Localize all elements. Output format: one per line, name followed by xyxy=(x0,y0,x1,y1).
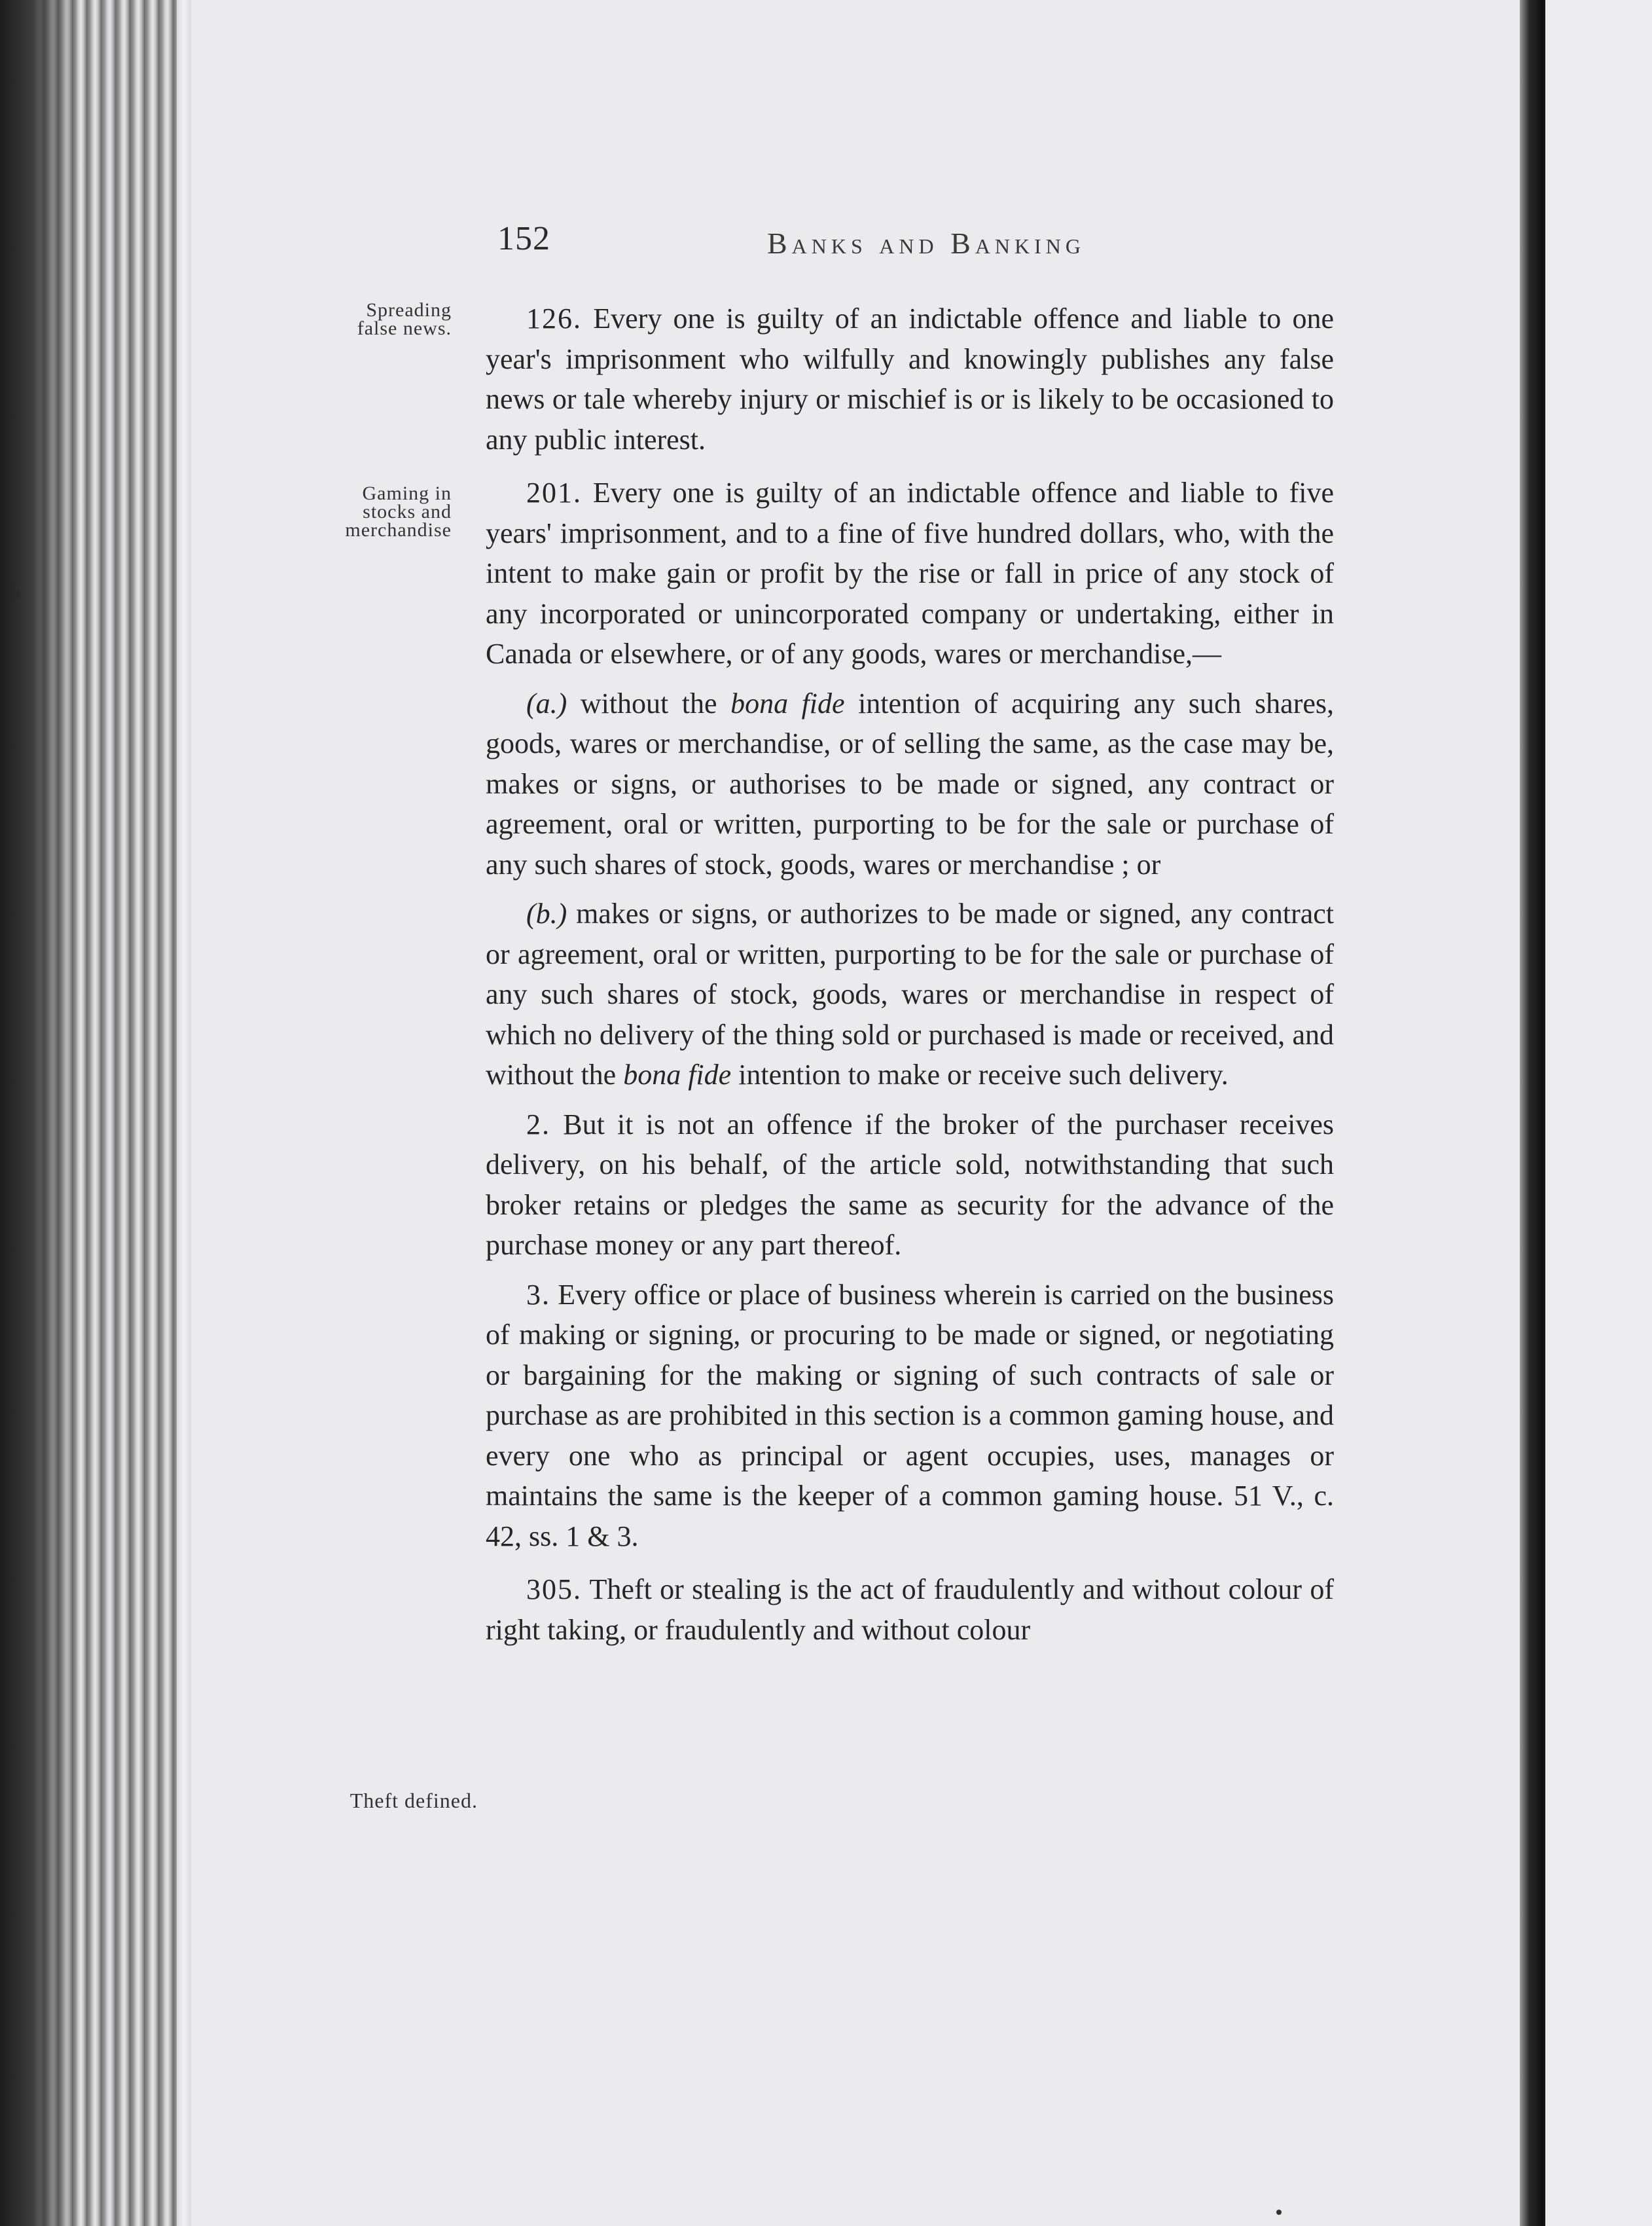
subsection-number: 3. xyxy=(526,1278,550,1311)
subsection-text: But it is not an offence if the broker of the purchaser receives delivery, on his behalf, of the article sold, notwithstanding that such broker retains or pledges the same as security for the advance of the purchase money or any part thereof. xyxy=(486,1108,1334,1261)
body-text xyxy=(486,299,1334,1663)
subsection-text: Every office or place of business wherein is carried on the business of making or signing, or procuring to be made or signed, or negotiating or bargaining for the making or signing of such contracts of sale or purchase as are prohibited in this section is a common gaming house, and every one who as principal or agent occupies, uses, manages or maintains the same is the keeper of a common gaming house. xyxy=(486,1278,1335,1512)
section-text: Every one is guilty of an indictable offence and liable to five years' imprisonment, and to a fine of five hundred dollars, who, with the intent to make gain or profit by the rise or fall in price of any stock of any incorporated or unincorporated company or undertaking, either in Canada or elsewhere, or of any goods, wares or merchandise,— xyxy=(486,477,1334,670)
margin-note-theft-defined: Theft defined. xyxy=(350,1789,478,1812)
section-305 xyxy=(486,1569,1334,1650)
margin-note-spreading-false-news: Spreading false news. xyxy=(357,299,452,339)
margin-note-gaming-in-stocks: Gaming in stocks and merchandise xyxy=(345,483,452,541)
page-number: 152 xyxy=(497,220,550,257)
clause-label: (b.) xyxy=(526,898,567,930)
page-edge-highlight xyxy=(177,0,191,2226)
clause-a xyxy=(486,684,1334,885)
right-gutter-shadow xyxy=(1520,0,1543,2226)
subsection-number: 2. xyxy=(526,1108,550,1140)
section-201 xyxy=(486,473,1334,674)
running-title: Banks and Banking xyxy=(767,227,1086,260)
clause-text: makes or signs, or authorizes to be made or signed, any contract or agreement, oral or written, purporting to be for the sale or purchase of any such shares of stock, goods, wares or merchandise in respect of which no delivery of the thing sold or purchased is made or received, and without the xyxy=(486,898,1335,1091)
clause-text: intention of acquiring any such shares, goods, wares or merchandise, or of selling the same, as the case may be, makes or signs, or authorises to be made or signed, any contract or agreement, oral or written, purporting to be for the sale or purchase of any such shares of stock, goods, wares or merchandise ; or xyxy=(486,687,1335,881)
book-spine-shadow xyxy=(0,0,79,2226)
dust-speck xyxy=(1276,2210,1282,2215)
italic-term: bona fide xyxy=(730,687,845,720)
section-number: 201. xyxy=(526,477,582,509)
clause-text: intention to make or receive such delivery. xyxy=(738,1059,1229,1091)
next-page-sliver xyxy=(1543,0,1652,2226)
section-number: 305. xyxy=(526,1573,582,1605)
section-126 xyxy=(486,299,1334,460)
clause-label: (a.) xyxy=(526,687,567,720)
subsection-3 xyxy=(486,1275,1334,1557)
dust-speck xyxy=(13,589,21,598)
clause-text: without the xyxy=(580,687,717,720)
section-number: 126. xyxy=(526,302,582,335)
subsection-2 xyxy=(486,1104,1334,1266)
clause-b xyxy=(486,894,1334,1095)
italic-term: bona fide xyxy=(623,1059,732,1091)
statute-citation: 51 V., c. 42, ss. 1 & 3. xyxy=(486,1480,1335,1552)
section-text: Theft or stealing is the act of fraudulently and without colour of right taking, or fraudulently and without colour xyxy=(486,1573,1334,1646)
section-text: Every one is guilty of an indictable offence and liable to one year's imprisonment who wilfully and knowingly publishes any false news or tale whereby injury or mischief is or is likely to be occasioned to any public interest. xyxy=(486,302,1335,456)
